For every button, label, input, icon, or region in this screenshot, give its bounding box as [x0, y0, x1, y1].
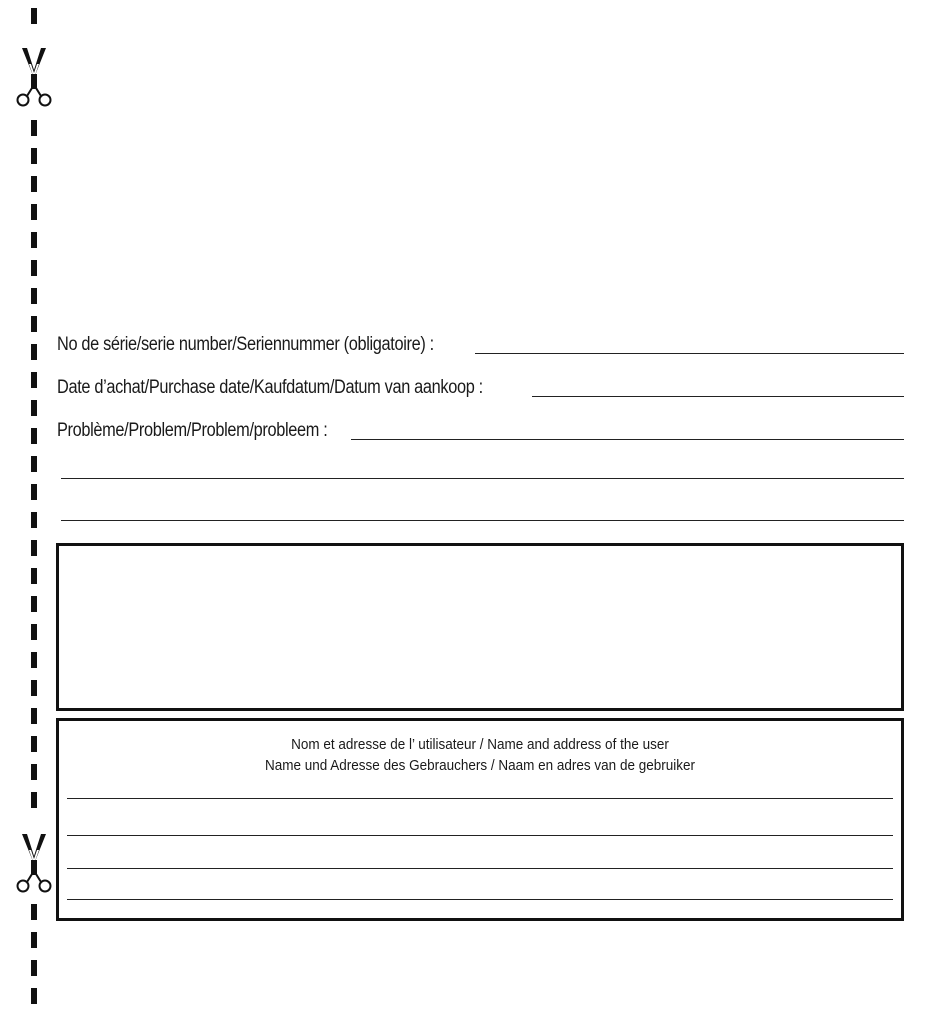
address-line-2[interactable] — [67, 835, 893, 836]
address-title-line-1: Nom et adresse de l’ utilisateur / Name and address of the user — [291, 736, 669, 753]
scissors-icon — [14, 830, 54, 894]
problem-line-2[interactable] — [61, 478, 904, 479]
serial-number-blank[interactable] — [475, 353, 904, 354]
serial-number-field[interactable] — [57, 328, 904, 356]
cut-line-dash — [31, 8, 37, 24]
purchase-date-label: Date d’achat/Purchase date/Kaufdatum/Datum van aankoop : — [57, 377, 483, 398]
cut-line-dash — [31, 736, 37, 752]
serial-number-label: No de série/serie number/Seriennummer (obligatoire) : — [57, 334, 434, 355]
problem-blank[interactable] — [351, 439, 904, 440]
cut-line-dash — [31, 988, 37, 1004]
cut-line-dash — [31, 708, 37, 724]
cut-line-dash — [31, 288, 37, 304]
address-box-title — [59, 734, 901, 776]
cut-line-dash — [31, 148, 37, 164]
cut-line-dash — [31, 232, 37, 248]
purchase-date-blank[interactable] — [532, 396, 904, 397]
cut-line-dash — [31, 960, 37, 976]
cut-line-dash — [31, 176, 37, 192]
address-title-line-2: Name und Adresse des Gebrauchers / Naam en adres van de gebruiker — [264, 757, 696, 774]
cut-line-dash — [31, 372, 37, 388]
cut-line-dash — [31, 624, 37, 640]
cut-line-dash — [31, 316, 37, 332]
cut-line-dash — [31, 652, 37, 668]
cut-line-dash — [31, 568, 37, 584]
cut-line-dash — [31, 680, 37, 696]
purchase-date-field[interactable] — [57, 371, 904, 399]
cut-line-dash — [31, 344, 37, 360]
address-line-3[interactable] — [67, 868, 893, 869]
scissors-icon — [14, 44, 54, 108]
cut-line-dash — [31, 484, 37, 500]
cut-line-dash — [31, 512, 37, 528]
problem-line-3[interactable] — [61, 520, 904, 521]
cut-line-dash — [31, 120, 37, 136]
cut-line-dash — [31, 792, 37, 808]
cut-line-dash — [31, 540, 37, 556]
cut-line-dash — [31, 260, 37, 276]
cut-line-dash — [31, 456, 37, 472]
address-line-1[interactable] — [67, 798, 893, 799]
cut-line-dash — [31, 596, 37, 612]
cut-line-dash — [31, 904, 37, 920]
problem-field[interactable] — [57, 414, 904, 442]
cut-line-dash — [31, 932, 37, 948]
cut-line-dash — [31, 400, 37, 416]
cut-line-dash — [31, 764, 37, 780]
address-line-4[interactable] — [67, 899, 893, 900]
cut-line-dash — [31, 204, 37, 220]
user-address-box — [56, 718, 904, 921]
problem-label: Problème/Problem/Problem/probleem : — [57, 420, 328, 441]
stamp-box — [56, 543, 904, 711]
cut-line-dash — [31, 428, 37, 444]
